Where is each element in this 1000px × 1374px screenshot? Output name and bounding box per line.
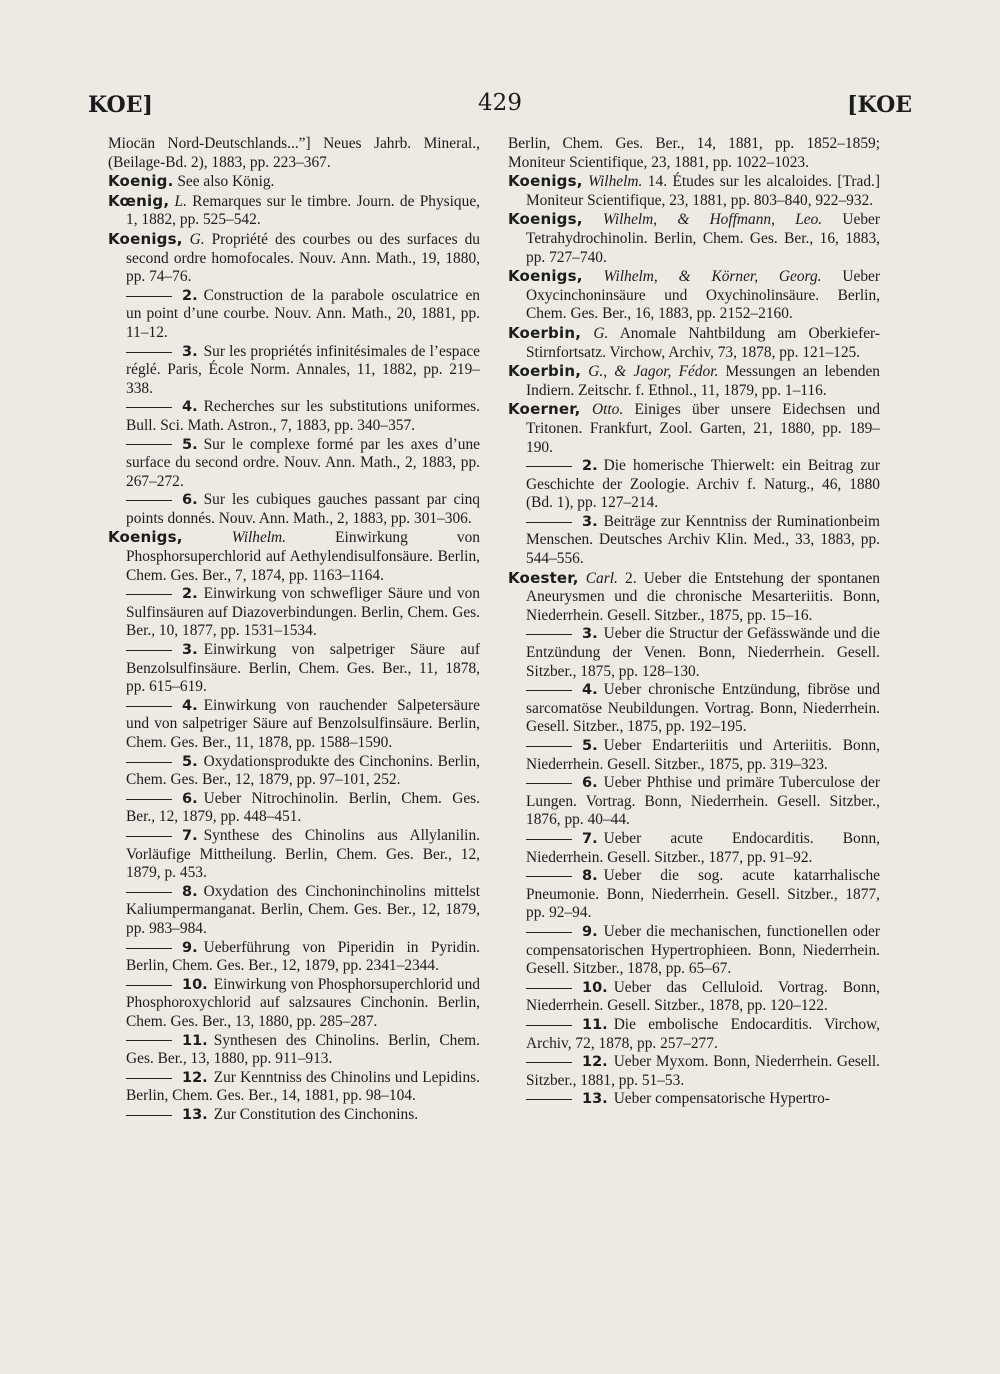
author-forename: Wilhelm, & Hoffmann, Leo.	[602, 211, 823, 229]
bibliography-subentry	[108, 883, 480, 939]
ditto-rule	[126, 594, 172, 595]
entry-text: Anomale Nahtbildung am Oberkiefer-Stirnfortsatz. Virchow, Archiv, 73, 1878, pp. 121–125.	[526, 324, 880, 361]
bibliography-entry	[508, 400, 880, 457]
bibliography-subentry	[108, 790, 480, 827]
author-surname: Koerbin,	[508, 362, 582, 381]
ditto-rule	[526, 690, 572, 691]
bibliography-entry	[508, 569, 880, 626]
bibliography-subentry	[508, 681, 880, 737]
ditto-rule	[526, 876, 572, 877]
author-forename: Otto.	[591, 401, 624, 419]
ditto-rule	[526, 466, 572, 467]
entry-number: 7.	[582, 830, 598, 847]
entry-text: Die homerische Thierwelt: ein Beitrag zur Geschichte der Zoologie. Archiv f. Naturg., 46, 1880 (Bd. 1), pp. 127–214.	[526, 457, 880, 512]
continued-entry	[108, 135, 480, 172]
entry-number: 2.	[182, 287, 198, 304]
author-surname: Koenig.	[108, 172, 174, 191]
left-column	[108, 135, 480, 1124]
entry-text: Propriété des courbes ou des surfaces du second ordre homofocales. Nouv. Ann. Math., 19, 1880, pp. 74–76.	[126, 230, 480, 286]
entry-number: 2.	[582, 458, 598, 475]
entry-text: Ueber Nitrochinolin. Berlin, Chem. Ges. Ber., 12, 1879, pp. 448–451.	[126, 789, 480, 826]
entry-number: 4.	[182, 399, 198, 416]
ditto-rule	[526, 988, 572, 989]
ditto-rule	[126, 799, 172, 800]
author-forename: G.	[189, 230, 205, 248]
bibliography-entry	[108, 192, 480, 230]
entry-text: Messungen an lebenden Indiern. Zeitschr. f. Ethnol., 11, 1879, pp. 1–116.	[526, 363, 880, 399]
entry-text: Recherches sur les substitutions uniformes. Bull. Sci. Math. Astron., 7, 1883, pp. 340–357.	[126, 398, 480, 434]
entry-number: 12.	[182, 1069, 208, 1086]
entry-text: Ueber Endarteriitis und Arteriitis. Bonn, Niederrhein. Gesell. Sitzber., 1875, pp. 319–323.	[526, 737, 880, 773]
bibliography-subentry	[508, 1016, 880, 1053]
bibliography-subentry	[108, 398, 480, 435]
ditto-rule	[126, 762, 172, 763]
continued-entry	[508, 135, 880, 172]
entry-number: 3.	[182, 343, 198, 360]
entry-number: 5.	[182, 436, 198, 453]
entry-text: Synthese des Chinolins aus Allylanilin. Vorläufige Mittheilung. Berlin, Chem. Ges. Ber., 12, 1879, p. 453.	[126, 826, 480, 882]
bibliography-entry	[508, 172, 880, 210]
header-right-guide: [KOE	[847, 92, 912, 118]
entry-text: Ueber Tetrahydrochinolin. Berlin, Chem. Ges. Ber., 16, 1883, pp. 727–740.	[526, 211, 880, 266]
bibliography-subentry	[508, 923, 880, 979]
entry-text: Einwirkung von rauchender Salpetersäure und von salpetriger Säure auf Benzolsulfinsäure. Berlin, Chem. Ges. Ber., 11, 1878, pp. 1588–1590.	[126, 696, 480, 751]
entry-number: 6.	[182, 492, 198, 509]
entry-text: Ueber Myxom. Bonn, Niederrhein. Gesell. Sitzber., 1881, pp. 51–53.	[526, 1053, 880, 1089]
ditto-rule	[126, 836, 172, 837]
bibliography-subentry	[508, 513, 880, 569]
entry-text: Die embolische Endocarditis. Virchow, Archiv, 72, 1878, pp. 257–277.	[526, 1015, 880, 1052]
ditto-rule	[526, 1025, 572, 1026]
ditto-rule	[526, 522, 572, 523]
entry-text: 2. Ueber die Entstehung der spontanen Aneurysmen und die chronische Mesarteriitis. Bonn, Niederrhein. Gesell. Sitzber., 1875, pp. 15–16.	[526, 569, 880, 624]
entry-number: 8.	[582, 868, 598, 885]
entry-text: Sur les propriétés infinitésimales de l’espace réglé. Paris, École Norm. Annales, 11, 1882, pp. 219–338.	[126, 342, 480, 397]
bibliography-subentry	[108, 343, 480, 399]
bibliography-entry	[108, 230, 480, 287]
bibliography-subentry	[108, 1032, 480, 1069]
entry-text: Ueber das Celluloid. Vortrag. Bonn, Niederrhein. Gesell. Sitzber., 1878, pp. 120–122.	[526, 978, 880, 1015]
bibliography-subentry	[108, 287, 480, 343]
entry-text: Ueber Oxycinchoninsäure und Oxychinolinsäure. Berlin, Chem. Ges. Ber., 16, 1883, pp. 2152–2160.	[526, 268, 880, 323]
entry-number: 10.	[182, 976, 208, 993]
bibliography-entry	[508, 362, 880, 400]
ditto-rule	[526, 634, 572, 635]
entry-number: 10.	[582, 979, 608, 996]
bibliography-subentry	[108, 753, 480, 790]
author-forename: Carl.	[585, 569, 618, 587]
entry-text: Ueber die mechanischen, functionellen oder compensatorischen Hypertrophieen. Bonn, Niederrhein. Gesell. Sitzber., 1878, pp. 65–67.	[526, 922, 880, 978]
entry-text: Sur le complexe formé par les axes d’une surface du second ordre. Nouv. Ann. Math., 2, 1883, pp. 267–272.	[126, 435, 480, 490]
author-forename: G.	[593, 324, 609, 342]
entry-number: 4.	[582, 682, 598, 699]
author-surname: Koenigs,	[108, 229, 183, 248]
ditto-rule	[126, 650, 172, 651]
entry-text: Einwirkung von Phosphorsuperchlorid und Phosphoroxychlorid auf salzsaures Cinchonin. Berlin, Chem. Ges. Ber., 13, 1880, pp. 285–287.	[126, 975, 480, 1030]
ditto-rule	[126, 706, 172, 707]
bibliography-subentry	[108, 827, 480, 883]
bibliography-subentry	[508, 1090, 880, 1109]
ditto-rule	[526, 1099, 572, 1100]
entry-text: Oxydationsprodukte des Cinchonins. Berlin, Chem. Ges. Ber., 12, 1879, pp. 97–101, 252.	[126, 752, 480, 789]
ditto-rule	[526, 1062, 572, 1063]
entry-number: 2.	[182, 586, 198, 603]
entry-number: 5.	[182, 753, 198, 770]
entry-text: Ueberführung von Piperidin in Pyridin. Berlin, Chem. Ges. Ber., 12, 1879, pp. 2341–2344.	[126, 938, 480, 975]
entry-number: 11.	[582, 1016, 608, 1033]
entry-text: Einwirkung von Phosphorsuperchlorid auf Aethylendisulfonsäure. Berlin, Chem. Ges. Ber., 7, 1874, pp. 1163–1164.	[126, 529, 480, 584]
bibliography-subentry	[108, 585, 480, 641]
bibliography-subentry	[508, 867, 880, 923]
entry-text: Zur Constitution des Cinchonins.	[213, 1105, 419, 1123]
bibliography-subentry	[508, 1053, 880, 1090]
ditto-rule	[126, 1040, 172, 1041]
entry-text: Miocän Nord-Deutschlands...”] Neues Jahrb. Mineral., (Beilage-Bd. 2), 1883, pp. 223–367.	[108, 135, 480, 171]
entry-number: 6.	[582, 775, 598, 792]
author-surname: Kœnig,	[108, 191, 170, 210]
entry-text: Beiträge zur Kenntniss der Ruminationbeim Menschen. Deutsches Archiv Klin. Med., 33, 1883, pp. 544–556.	[526, 512, 880, 568]
entry-number: 3.	[582, 513, 598, 530]
bibliography-subentry	[508, 737, 880, 774]
entry-text: Einiges über unsere Eidechsen und Tritonen. Frankfurt, Zool. Garten, 21, 1880, pp. 189–190.	[526, 401, 880, 456]
author-forename: Wilhelm, & Körner, Georg.	[603, 268, 822, 286]
ditto-rule	[126, 1078, 172, 1079]
entry-text: Sur les cubiques gauches passant par cinq points donnés. Nouv. Ann. Math., 2, 1883, pp. 301–306.	[126, 491, 480, 527]
ditto-rule	[526, 746, 572, 747]
entry-number: 3.	[182, 642, 198, 659]
bibliography-entry	[508, 324, 880, 362]
ditto-rule	[126, 948, 172, 949]
ditto-rule	[126, 407, 172, 408]
bibliography-subentry	[108, 976, 480, 1032]
bibliography-subentry	[108, 1106, 480, 1125]
bibliography-subentry	[108, 697, 480, 753]
entry-text: Synthesen des Chinolins. Berlin, Chem. Ges. Ber., 13, 1880, pp. 911–913.	[126, 1031, 480, 1068]
ditto-rule	[126, 892, 172, 893]
entry-number: 13.	[182, 1106, 208, 1123]
author-surname: Koerbin,	[508, 323, 582, 342]
entry-text: Einwirkung von schwefliger Säure und von Sulfinsäuren auf Diazoverbindungen. Berlin, Chem. Ges. Ber., 10, 1877, pp. 1531–1534.	[126, 585, 480, 640]
bibliography-entry	[508, 267, 880, 324]
bibliography-entry	[508, 210, 880, 267]
entry-number: 4.	[182, 697, 198, 714]
entry-text: Oxydation des Cinchoninchinolins mittelst Kaliumpermanganat. Berlin, Chem. Ges. Ber., 12, 1879, pp. 983–984.	[126, 882, 480, 937]
bibliography-subentry	[108, 1069, 480, 1106]
ditto-rule	[526, 839, 572, 840]
entry-text: Zur Kenntniss des Chinolins und Lepidins. Berlin, Chem. Ges. Ber., 14, 1881, pp. 98–104.	[126, 1068, 480, 1105]
entry-text: Einwirkung von salpetriger Säure auf Benzolsulfinsäure. Berlin, Chem. Ges. Ber., 11, 1878, pp. 615–619.	[126, 641, 480, 696]
ditto-rule	[526, 932, 572, 933]
entry-number: 5.	[582, 738, 598, 754]
author-surname: Koerner,	[508, 400, 581, 419]
entry-text: See also König.	[177, 173, 275, 191]
author-forename: G., & Jagor, Fédor.	[588, 363, 719, 381]
entry-number: 3.	[582, 626, 598, 643]
entry-text: Ueber chronische Entzündung, fibröse und sarcomatöse Neubildungen. Vortrag. Bonn, Niederrhein. Gesell. Sitzber., 1875, pp. 192–195.	[526, 681, 880, 736]
page-number: 429	[478, 90, 522, 116]
author-surname: Koenigs,	[108, 528, 183, 547]
entry-text: Berlin, Chem. Ges. Ber., 14, 1881, pp. 1852–1859; Moniteur Scientifique, 23, 1881, pp. 1022–1023.	[508, 135, 880, 171]
author-forename: L.	[174, 192, 187, 210]
author-surname: Koenigs,	[508, 210, 583, 229]
ditto-rule	[526, 783, 572, 784]
entry-text: Construction de la parabole osculatrice en un point d’une courbe. Nouv. Ann. Math., 20, 1881, pp. 11–12.	[126, 286, 480, 341]
bibliography-entry	[108, 172, 480, 192]
entry-number: 6.	[182, 790, 198, 807]
ditto-rule	[126, 296, 172, 297]
header-left-guide: KOE]	[88, 92, 153, 118]
bibliography-subentry	[508, 457, 880, 513]
ditto-rule	[126, 500, 172, 501]
bibliography-subentry	[108, 436, 480, 492]
entry-text: Ueber Phthise und primäre Tuberculose der Lungen. Vortrag. Bonn, Niederrhein. Gesell. Sitzber., 1876, pp. 40–44.	[526, 774, 880, 829]
author-surname: Koester,	[508, 568, 579, 587]
right-column	[508, 135, 880, 1109]
ditto-rule	[126, 444, 172, 445]
ditto-rule	[126, 352, 172, 353]
entry-number: 12.	[582, 1054, 608, 1071]
bibliography-subentry	[108, 491, 480, 528]
entry-number: 13.	[582, 1091, 608, 1108]
entry-text: Ueber acute Endocarditis. Bonn, Niederrhein. Gesell. Sitzber., 1877, pp. 91–92.	[526, 829, 880, 866]
bibliography-subentry	[108, 939, 480, 976]
author-surname: Koenigs,	[508, 172, 583, 191]
entry-number: 9.	[182, 939, 198, 956]
bibliography-subentry	[508, 979, 880, 1016]
bibliography-subentry	[508, 830, 880, 867]
entry-text: 14. Études sur les alcaloides. [Trad.] Moniteur Scientifique, 23, 1881, pp. 803–840, 922–932.	[526, 173, 880, 209]
bibliography-subentry	[508, 774, 880, 830]
entry-text: Ueber compensatorische Hypertro-	[613, 1090, 830, 1108]
author-forename: Wilhelm.	[588, 173, 643, 191]
running-header	[88, 92, 912, 122]
author-forename: Wilhelm.	[231, 529, 287, 547]
entry-number: 8.	[182, 883, 198, 900]
ditto-rule	[126, 985, 172, 986]
entry-text: Remarques sur le timbre. Journ. de Physique, 1, 1882, pp. 525–542.	[126, 192, 480, 229]
entry-number: 11.	[182, 1032, 208, 1049]
bibliography-subentry	[108, 641, 480, 697]
bibliography-subentry	[508, 625, 880, 681]
entry-number: 7.	[182, 827, 198, 844]
author-surname: Koenigs,	[508, 267, 583, 286]
bibliography-entry	[108, 528, 480, 585]
ditto-rule	[126, 1115, 172, 1116]
entry-number: 9.	[582, 923, 598, 940]
entry-text: Ueber die Structur der Gefässwände und die Entzündung der Venen. Bonn, Niederrhein. Gesell. Sitzber., 1875, pp. 128–130.	[526, 625, 880, 680]
entry-text: Ueber die sog. acute katarrhalische Pneumonie. Bonn, Niederrhein. Gesell. Sitzber., 1877, pp. 92–94.	[526, 867, 880, 922]
